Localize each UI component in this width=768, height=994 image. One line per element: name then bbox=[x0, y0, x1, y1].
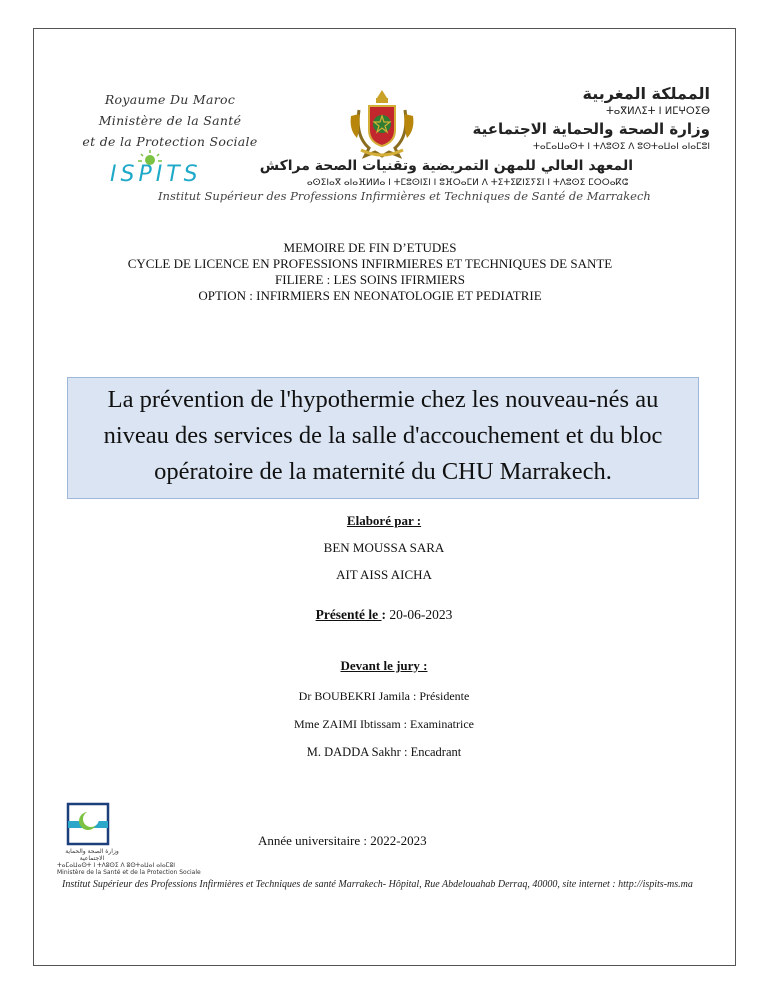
ministry-logo-caption-ar: وزارة الصحة والحماية الاجتماعية bbox=[65, 848, 119, 862]
header-tifinagh-kingdom: ⵜⴰⴳⵍⴷⵉⵜ ⵏ ⵍⵎⵖⵔⵉⴱ bbox=[606, 106, 710, 117]
thesis-title-box bbox=[67, 377, 699, 499]
memoire-line-2: CYCLE DE LICENCE EN PROFESSIONS INFIRMIERES ET TECHNIQUES DE SANTE bbox=[127, 256, 613, 271]
memoire-line-4: OPTION : INFIRMIERS EN NEONATOLOGIE ET PEDIATRIE bbox=[198, 288, 542, 303]
coat-of-arms-icon bbox=[345, 86, 419, 160]
presented-label: Présenté le bbox=[315, 607, 382, 622]
header-ar-institute: المعهد العالي للمهن التمريضية وتقنيات الصحة مراكش bbox=[259, 158, 633, 174]
academic-year: Année universitaire : 2022-2023 bbox=[258, 833, 427, 848]
ministry-logo-caption-tifinagh: ⵜⴰⵎⴰⵡⴰⵙⵜ ⵏ ⵜⴷⵓⵙⵉ ⴷ ⵓⵙⵜⴰⵡⴰⵏ ⴰⵏⴰⵎⵓⵏ bbox=[57, 862, 176, 869]
institute-name-fr: Institut Supérieur des Professions Infirmières et Techniques de Santé de Marrakech bbox=[158, 189, 651, 203]
header-ar-ministry: وزارة الصحة والحماية الاجتماعية bbox=[472, 120, 710, 138]
ministry-caption-fr-2: et de la Protection Sociale bbox=[122, 869, 201, 876]
jury-member-1: Dr BOUBEKRI Jamila : Présidente bbox=[298, 689, 470, 703]
memoire-line-1: MEMOIRE DE FIN D’ETUDES bbox=[283, 240, 457, 255]
jury-label: Devant le jury : bbox=[340, 658, 428, 673]
ministry-caption-fr-1: Ministère de la Santé bbox=[57, 869, 121, 876]
authors-label: Elaboré par : bbox=[346, 513, 422, 528]
header-fr-protection: et de la Protection Sociale bbox=[82, 134, 258, 149]
thesis-title-line-3: opératoire de la maternité du CHU Marrakech. bbox=[154, 458, 612, 485]
ministry-logo-icon bbox=[66, 803, 110, 845]
author-name-1: BEN MOUSSA SARA bbox=[323, 540, 445, 555]
memoire-line-3: FILIERE : LES SOINS IFIRMIERS bbox=[275, 272, 465, 287]
jury-member-3: M. DADDA Sakhr : Encadrant bbox=[306, 745, 462, 759]
header-ar-kingdom: المملكة المغربية bbox=[582, 84, 710, 103]
thesis-title-line-2: niveau des services de la salle d'accouchement et du bloc bbox=[103, 422, 663, 449]
ministry-logo-caption bbox=[57, 848, 201, 876]
header-tifinagh-institute: ⴰⵙⵉⵏⴰⴳ ⴰⵏⴰⴼⵍⵍⴰ ⵏ ⵜⵎⵓⵙⵏⵉⵏ ⵏ ⵓⴼⵔⴰⵎⵍ ⴷ ⵜⵉⵜⵉⵇⵏⵉⵢⵉⵏ ⵏ ⵜⴷⵓⵙⵉ ⵎⵔⵔⴰⴽⵛ bbox=[306, 178, 628, 188]
presented-date-value: 20-06-2023 bbox=[386, 607, 453, 622]
header-fr-kingdom: Royaume Du Maroc bbox=[104, 92, 236, 107]
presented-date bbox=[0, 607, 768, 623]
header-fr-ministry: Ministère de la Santé bbox=[98, 113, 242, 128]
ministry-logo-caption-fr bbox=[57, 869, 201, 876]
ispits-logo-text: ISPITS bbox=[110, 162, 202, 187]
presented-colon: : bbox=[381, 607, 387, 622]
thesis-title-line-1: La prévention de l'hypothermie chez les nouveau-nés au bbox=[107, 386, 659, 413]
author-name-2: AIT AISS AICHA bbox=[336, 567, 432, 582]
jury-member-2: Mme ZAIMI Ibtissam : Examinatrice bbox=[294, 717, 474, 731]
footer-address: Institut Supérieur des Professions Infirmières et Techniques de santé Marrakech- Hôpital, Rue Abdelouahab Derraq, 40000, site internet : http://ispits-ms.ma bbox=[62, 879, 693, 890]
header-tifinagh-ministry: ⵜⴰⵎⴰⵡⴰⵙⵜ ⵏ ⵜⴷⵓⵙⵉ ⴷ ⵓⵙⵜⴰⵡⴰⵏ ⴰⵏⴰⵎⵓⵏ bbox=[532, 142, 710, 152]
